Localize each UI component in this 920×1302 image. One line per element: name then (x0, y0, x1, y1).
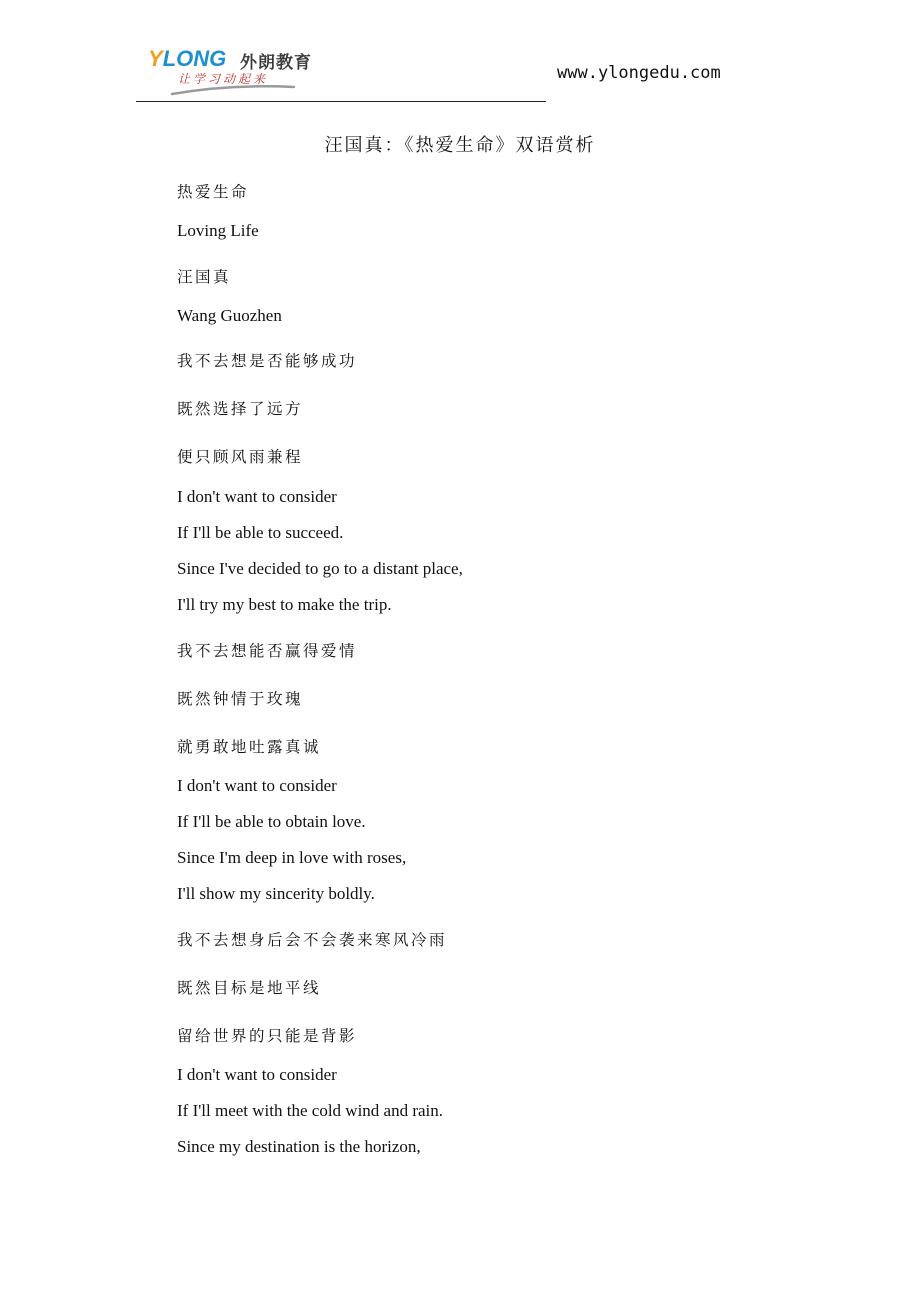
header-divider (136, 101, 546, 102)
logo-wordmark (148, 46, 226, 72)
translation-line: If I'll be able to obtain love. (177, 812, 366, 831)
poem-line: 留给世界的只能是背影 (177, 1027, 358, 1045)
poem-title-en: Loving Life (177, 221, 259, 240)
poem-line: 既然选择了远方 (177, 400, 304, 418)
logo-slogan: 让学习动起来 (178, 72, 269, 86)
site-url[interactable]: www.ylongedu.com (557, 63, 721, 83)
translation-line: Since I'm deep in love with roses, (177, 848, 407, 867)
translation-line: Since my destination is the horizon, (177, 1137, 421, 1156)
translation-line: I don't want to consider (177, 1065, 337, 1084)
translation-line: If I'll meet with the cold wind and rain. (177, 1101, 444, 1120)
translation-line: I'll show my sincerity boldly. (177, 884, 375, 903)
translation-line: If I'll be able to succeed. (177, 523, 344, 542)
poem-line: 既然钟情于玫瑰 (177, 690, 304, 708)
poem-line: 就勇敢地吐露真诚 (177, 738, 322, 756)
translation-line: I'll try my best to make the trip. (177, 595, 392, 614)
translation-line: I don't want to consider (177, 487, 337, 506)
author-cn: 汪国真 (177, 268, 232, 286)
logo-letter-y: Y (148, 46, 163, 71)
poem-title-cn: 热爱生命 (177, 183, 250, 201)
translation-line: Since I've decided to go to a distant place, (177, 559, 463, 578)
document-title: 汪国真：《热爱生命》双语赏析 (324, 135, 596, 156)
logo-letters-long: LONG (162, 46, 227, 71)
logo-swoosh-icon (170, 84, 296, 96)
author-en: Wang Guozhen (177, 306, 282, 325)
poem-line: 我不去想是否能够成功 (177, 352, 358, 370)
poem-line: 我不去想能否赢得爱情 (177, 642, 358, 660)
poem-line: 便只顾风雨兼程 (177, 448, 304, 466)
logo-chinese-name: 外朗教育 (240, 53, 312, 73)
ylong-logo[interactable] (148, 44, 348, 100)
poem-line: 我不去想身后会不会袭来寒风冷雨 (177, 931, 448, 949)
poem-line: 既然目标是地平线 (177, 979, 322, 997)
translation-line: I don't want to consider (177, 776, 337, 795)
